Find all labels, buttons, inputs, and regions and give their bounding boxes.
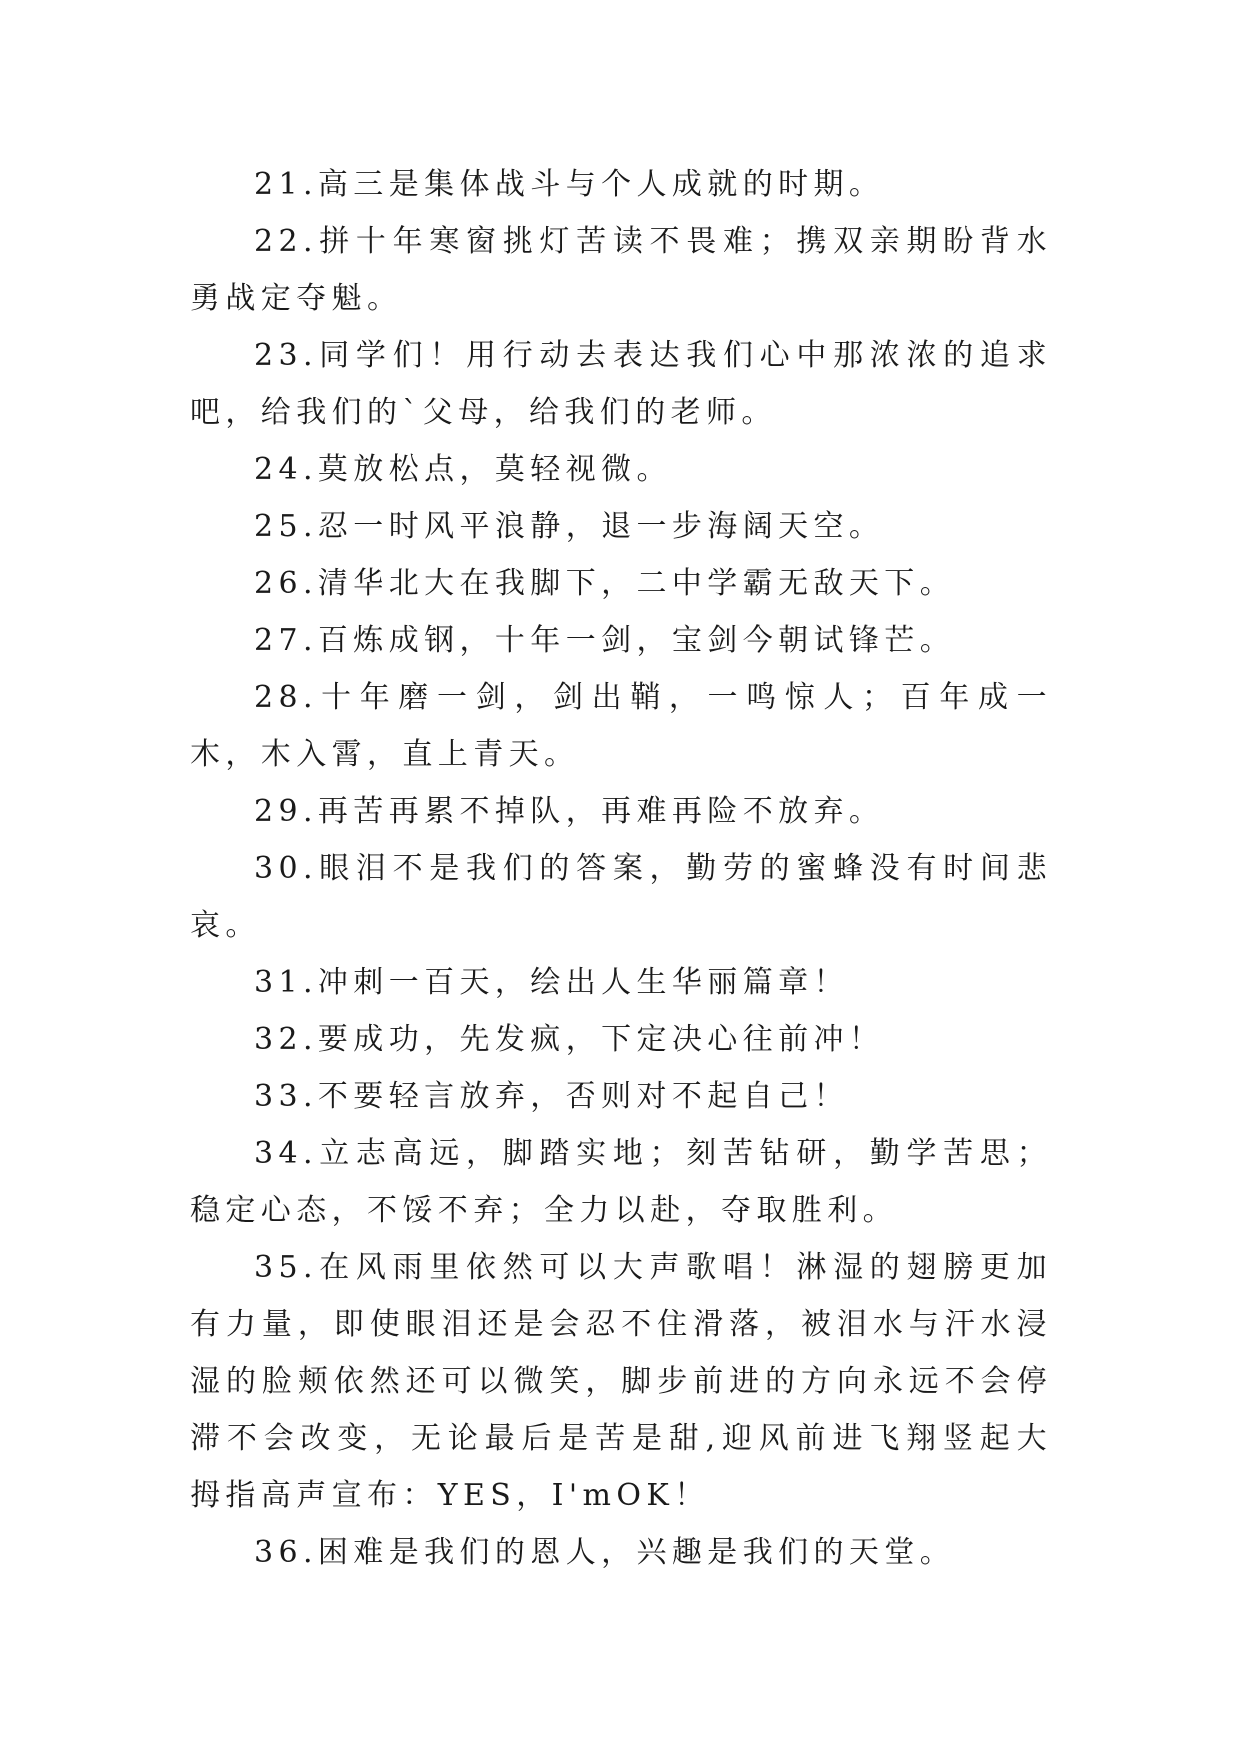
- paragraph-27: 27.百炼成钢，十年一剑，宝剑今朝试锋芒。: [254, 623, 956, 658]
- paragraph-22: 22.拼十年寒窗挑灯苦读不畏难；携双亲期盼背水勇战定夺魁。: [190, 224, 1052, 316]
- paragraph-25: 25.忍一时风平浪静，退一步海阔天空。: [254, 509, 885, 544]
- paragraph-29: 29.再苦再累不掉队，再难再险不放弃。: [254, 794, 885, 829]
- paragraph-34: 34.立志高远，脚踏实地；刻苦钻研，勤学苦思；稳定心态，不馁不弃；全力以赴，夺取胜利。: [190, 1136, 1052, 1228]
- paragraph-33: 33.不要轻言放弃，否则对不起自己！: [254, 1079, 849, 1114]
- paragraph-32: 32.要成功，先发疯，下定决心往前冲！: [254, 1022, 885, 1057]
- paragraph-36: 36.困难是我们的恩人，兴趣是我们的天堂。: [254, 1535, 956, 1570]
- paragraph-31: 31.冲刺一百天，绘出人生华丽篇章！: [254, 965, 849, 1000]
- paragraph-35: 35.在风雨里依然可以大声歌唱！淋湿的翅膀更加有力量，即使眼泪还是会忍不住滑落，被泪水与汗水浸湿的脸颊依然还可以微笑，脚步前进的方向永远不会停滞不会改变，无论最后是苦是甜,迎风前进飞翔竖起大拇指高声宣布：YES，I'mOK！: [190, 1250, 1052, 1513]
- paragraph-21: 21.高三是集体战斗与个人成就的时期。: [254, 167, 885, 202]
- paragraph-30: 30.眼泪不是我们的答案，勤劳的蜜蜂没有时间悲哀。: [190, 851, 1052, 943]
- paragraph-24: 24.莫放松点，莫轻视微。: [254, 452, 672, 487]
- paragraph-26: 26.清华北大在我脚下，二中学霸无敌天下。: [254, 566, 956, 601]
- paragraph-23: 23.同学们！用行动去表达我们心中那浓浓的追求吧，给我们的`父母，给我们的老师。: [190, 338, 1052, 430]
- paragraph-28: 28.十年磨一剑，剑出鞘，一鸣惊人；百年成一木，木入霄，直上青天。: [190, 680, 1052, 772]
- document-body: [190, 156, 1052, 1581]
